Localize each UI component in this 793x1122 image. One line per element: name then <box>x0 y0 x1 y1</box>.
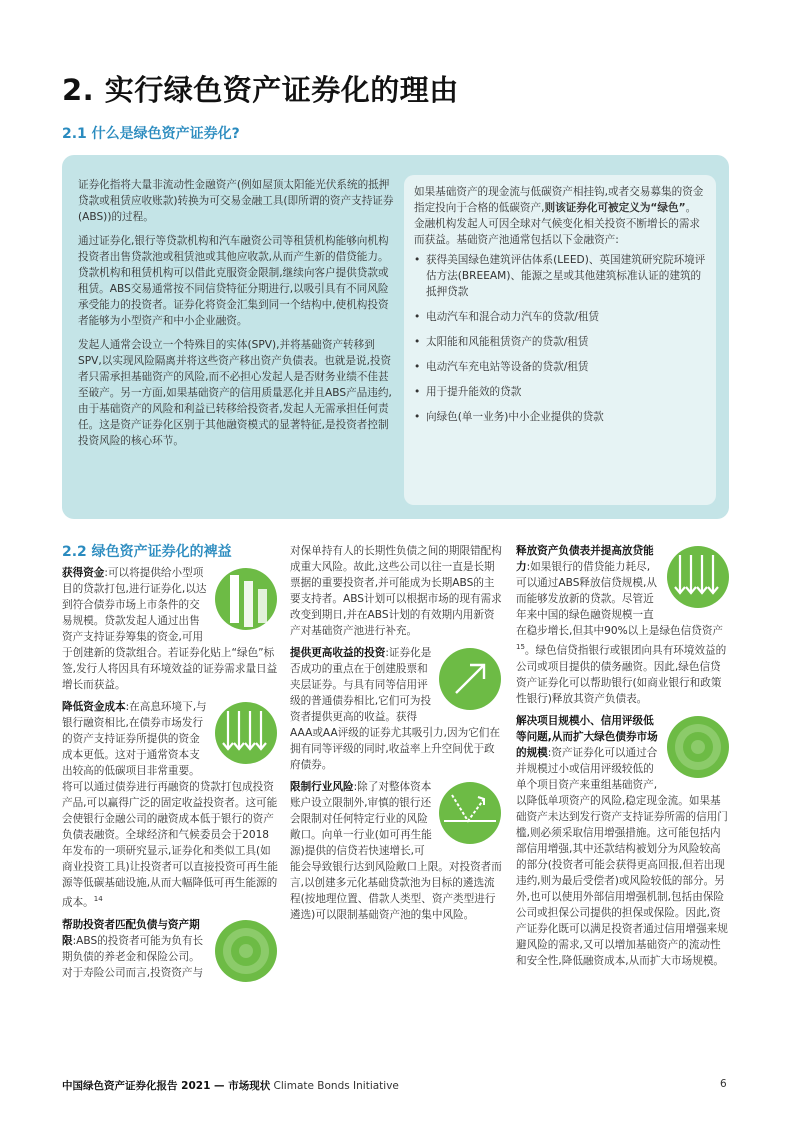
benefit-release-text: :如果银行的借贷能力耗尽,可以通过ABS释放信贷规模,从而能够发放新的贷款。尽管近年来中国的绿色融资规模一直在稳步增长,但其中90%以上是绿色信贷资产 <box>516 561 724 637</box>
benefit-scale-title: 解决项目规模小、信用评级低等问题,从而扩大绿色债券市场的规模 <box>516 714 658 759</box>
section-2-1-heading: 2.1 什么是绿色资产证券化? <box>62 126 240 142</box>
definition-para-2: 通过证券化,银行等贷款机构和汽车融资公司等租赁机构能够向机构投资者出售贷款池或租赁池或其他应收款,从而产生新的借贷能力。贷款机构和租赁机构可以借此克服资金限制,继续向客户提供贷款或租赁。ABS交易通常按不同信贷特征分期进行,以吸引具有不同风险承受能力的投资者。证券化将资金汇集到同一个结构中,使机构投资者能够为小型资产和中小企业融资。 <box>78 235 389 327</box>
benefit-scale <box>516 713 730 969</box>
benefit-cost-title: 降低资金成本 <box>62 701 126 713</box>
benefits-column-2 <box>290 543 502 929</box>
page-footer <box>62 1078 399 1093</box>
down-arrows-icon <box>214 701 278 765</box>
intro-text-b: 。金融机构发起人可因全球对气候变化相关投资不断增长的需求而获益。基础资产池通常包括以下金融资产: <box>414 202 701 246</box>
benefit-funding-title: 获得资金 <box>62 567 105 579</box>
benefits-column-1 <box>62 543 278 987</box>
benefit-match-text: :ABS的投资者可能为负有长期负债的养老金和保险公司。对于寿险公司而言,投资资产与 <box>62 934 204 979</box>
benefit-release-title: 释放资产负债表并提高放贷能力 <box>516 545 654 573</box>
asset-list-item: • 获得美国绿色建筑评估体系(LEED)、英国建筑研究院环境评估方法(BREEAM)、能源之星或其他建筑标准认证的建筑的抵押贷款 <box>414 252 706 300</box>
benefits-column-3 <box>516 543 730 975</box>
page-title: 2. 实行绿色资产证券化的理由 <box>62 73 459 107</box>
arrow-up-right-icon <box>438 647 502 711</box>
asset-list-item: • 太阳能和风能租赁资产的贷款/租赁 <box>414 334 706 350</box>
footnote-ref: 14 <box>93 895 103 903</box>
asset-list-item: • 电动汽车和混合动力汽车的贷款/租赁 <box>414 309 706 325</box>
benefit-funding <box>62 565 278 693</box>
benefit-yield-text: :证券化是否成功的重点在于创建股票和夹层证券。与具有同等信用评级的普通债券相比,它们可为投资者提供更高的收益。获得AAA或AA评级的证券尤其吸引力,因为它们在拥有同等评级的同时,收益率上升空间优于政府债券。 <box>290 647 500 771</box>
definition-para-3: 发起人通常会设立一个特殊目的实体(SPV),并将基础资产转移到SPV,以实现风险隔离并将这些资产移出资产负债表。也就是说,投资者只需承担基础资产的风险,而不必担心发起人是否财务业绩不佳甚至破产。另一方面,如果基础资产的信用质量恶化并且ABS产品违约,由于基础资产的风险和利益已转移给投资者,发起人无需承担任何责任。这是资产证券化区别于其他融资模式的显著特征,是投资者控制投资风险的核心环节。 <box>78 339 392 447</box>
benefit-yield <box>290 645 502 773</box>
asset-list-item: • 电动汽车充电站等设备的贷款/租赁 <box>414 359 706 375</box>
concentric-circles-icon <box>214 919 278 983</box>
concentric-circles-icon <box>666 715 730 779</box>
intro-text-bold: 则该证券化可被定义为“绿色” <box>544 202 686 214</box>
benefit-cost <box>62 699 278 911</box>
green-definition-intro <box>414 184 706 248</box>
page-number: 6 <box>720 1078 727 1090</box>
footer-org: Climate Bonds Initiative <box>273 1080 399 1092</box>
definition-para-1: 证券化指将大量非流动性金融资产(例如屋顶太阳能光伏系统的抵押贷款或租赁应收账款)转换为可交易金融工具(即所谓的资产支持证券(ABS))的过程。 <box>78 179 394 223</box>
footer-report-title: 中国绿色资产证券化报告 2021 — 市场现状 <box>62 1080 271 1092</box>
section-2-2-heading: 2.2 绿色资产证券化的裨益 <box>62 544 232 560</box>
asset-list-item: • 用于提升能效的贷款 <box>414 384 706 400</box>
definition-text <box>78 177 394 457</box>
benefit-match-title: 帮助投资者匹配负债与资产期限 <box>62 918 200 947</box>
asset-list-item: • 向绿色(单一业务)中小企业提供的贷款 <box>414 409 706 425</box>
benefit-cost-text: :在高息环境下,与银行融资相比,在债券市场发行的资产支持证券所提供的资金成本更低。这对于通常资本支出较高的低碳项目非常重要。将可以通过债券进行再融资的贷款打包成投资产品,可以赢得广泛的固定收益投资者。这可能会使银行金融公司的融资成本低于银行的资产负债表融资。全球经济和气候委员会于2018年发布的一项研究显示,证券化和类似工具(如商业投资工具)让投资者可以直接投资可再生能源等低碳基础设施,从而大幅降低可再生能源的成本。 <box>62 701 279 909</box>
benefit-release <box>516 543 730 707</box>
benefit-scale-text: :资产证券化可以通过合并规模过小或信用评级较低的单个项目资产来重组基础资产,以降低单项资产的风险,稳定现金流。如果基础资产未达到发行资产支持证券所需的信用门槛,则必须采取信用增强措施。这可能包括内部信用增强,其中还款结构被划分为风险较高的部分(投资者可能会获得更高回报,但若出现违约,则为最后受偿者)或风险较低的部分。另外,也可以使用外部信用增强机制,包括由保险公司或担保公司提供的担保或保险。因此,资产证券化既可以满足投资者通过信用增强来规避风险的需求,又可以增加基础资产的流动性和安全性,降低融资成本,从而扩大市场规模。 <box>516 746 728 967</box>
down-arrows-icon <box>666 545 730 609</box>
benefit-match-cont: 对保单持有人的长期性负债之间的期限错配构成重大风险。故此,这些公司以往一直是长期票据的重要投资者,并可能成为长期ABS的主要支持者。ABS计划可以根据市场的现有需求改变到期日,并在ABS计划的有效期内用新资产对基础资产池进行补充。 <box>290 545 502 637</box>
benefit-yield-title: 提供更高收益的投资 <box>290 647 386 659</box>
benefit-risk-title: 限制行业风险 <box>290 781 354 793</box>
footnote-ref: 15 <box>516 643 525 651</box>
tall-bars-icon <box>214 567 278 631</box>
green-definition-text <box>414 184 706 434</box>
benefit-risk-text: :除了对整体资本账户设立限制外,审慎的银行还会限制对任何特定行业的风险敞口。向单一行业(如可再生能源)提供的信贷若快速增长,可能会导致银行达到风险敞口上限。对投资者而言,以创建多元化基础贷款池为目标的遴选流程(按地理位置、借款人类型、资产类型进行遴选)可以限制基础资产池的集中风险。 <box>290 781 502 921</box>
intro-text-a: 如果基础资产的现金流与低碳资产相挂钩,或者交易募集的资金指定投向于合格的低碳资产, <box>414 186 704 214</box>
benefit-match <box>62 917 278 981</box>
benefit-risk <box>290 779 502 923</box>
benefit-funding-text: :可以将提供给小型项目的贷款打包,进行证券化,以达到符合债券市场上市条件的交易规模。贷款发起人通过出售资产支持证券筹集的资金,可用于创建新的贷款组合。若证券化贴上“绿色”标签,发行人将因具有环境效益的证券需求量日益增长而获益。 <box>62 567 278 691</box>
bounce-arrow-icon <box>438 781 502 845</box>
benefit-release-text-2: 。绿色信贷指银行或银团向具有环境效益的公司或项目提供的债务融资。因此,绿色信贷资产证券化可以帮助银行(如商业银行和政策性银行)释放其资产负债表。 <box>516 644 727 705</box>
asset-list <box>414 252 706 425</box>
